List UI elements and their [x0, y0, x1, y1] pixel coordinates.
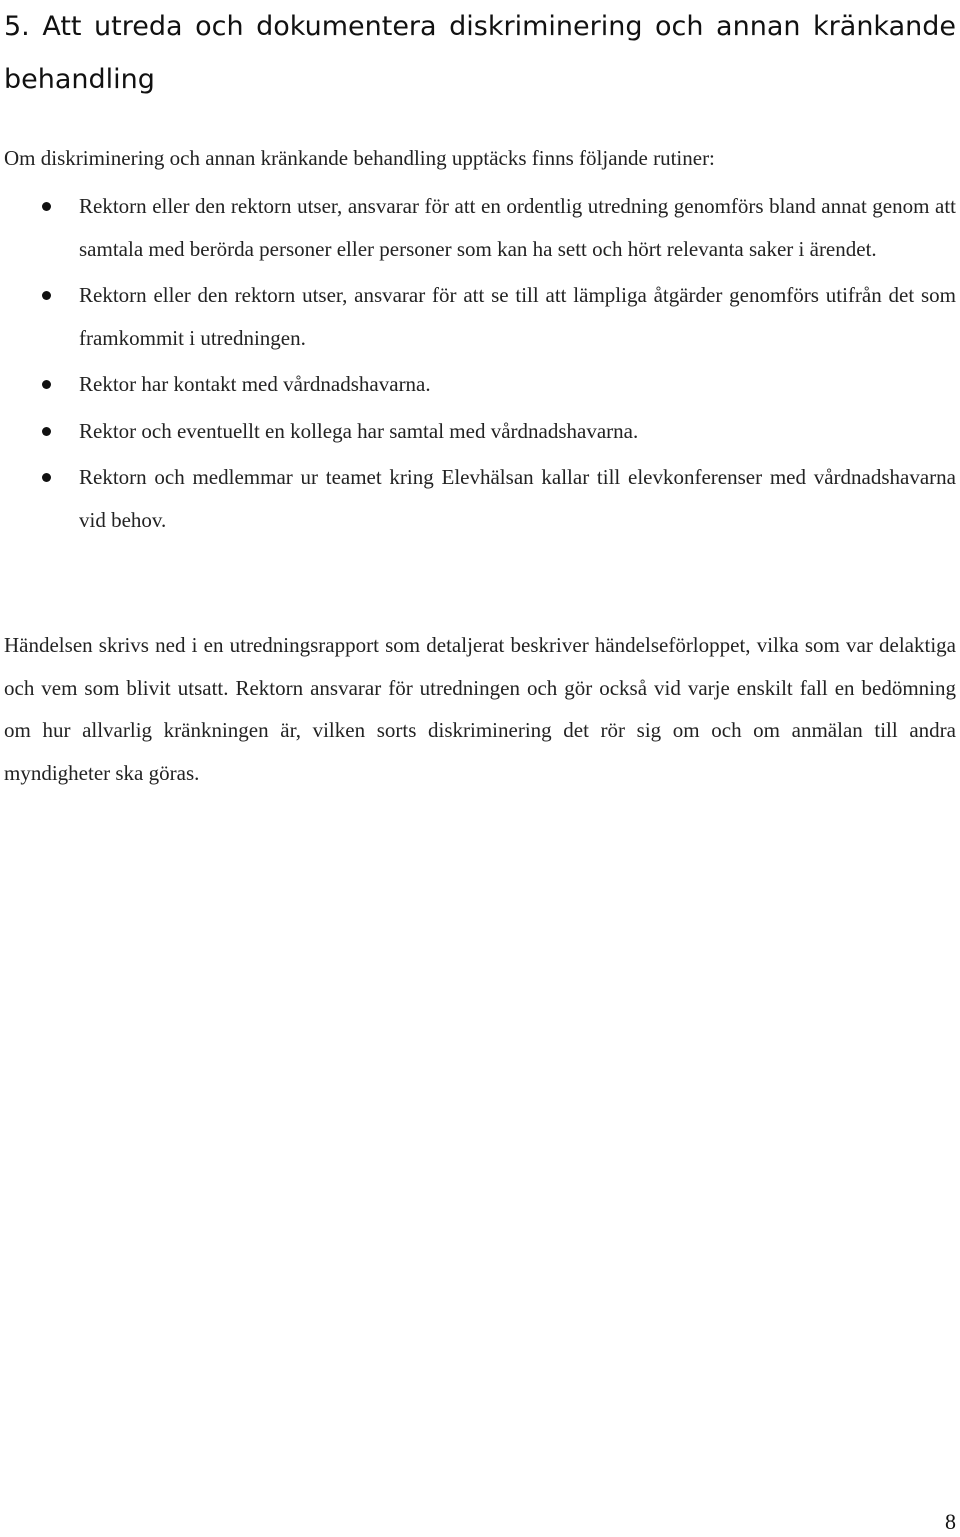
section-heading: 5. Att utreda och dokumentera diskriminering och annan kränkande behandling: [4, 11, 956, 95]
list-item-text: Rektorn eller den rektorn utser, ansvarar för att en ordentlig utredning genomförs bland annat genom att samtala med berörda personer eller personer som kan ha sett och hört relevanta saker i ärendet.: [79, 194, 956, 261]
bullet-icon: [42, 202, 51, 211]
list-item: [0, 185, 960, 270]
list-item: [0, 363, 960, 406]
list-item: [0, 274, 960, 359]
list-item-text: Rektorn eller den rektorn utser, ansvarar för att se till att lämpliga åtgärder genomförs utifrån det som framkommit i utredningen.: [79, 283, 956, 350]
bullet-icon: [42, 427, 51, 436]
page-number: 8: [945, 1509, 956, 1534]
routine-list: [0, 185, 960, 545]
intro-paragraph: Om diskriminering och annan kränkande behandling upptäcks finns följande rutiner:: [4, 146, 715, 170]
list-item-text: Rektor och eventuellt en kollega har samtal med vårdnadshavarna.: [79, 418, 639, 443]
list-item-text: Rektorn och medlemmar ur teamet kring Elevhälsan kallar till elevkonferenser med vårdnadshavarna vid behov.: [79, 465, 956, 532]
bullet-icon: [42, 380, 51, 389]
list-item-text: Rektor har kontakt med vårdnadshavarna.: [79, 372, 431, 396]
bullet-icon: [42, 473, 51, 482]
list-item: [0, 456, 960, 541]
list-item: [0, 410, 960, 453]
summary-paragraph: Händelsen skrivs ned i en utredningsrapport som detaljerat beskriver händelseförloppet, vilka som var delaktiga och vem som blivit utsatt. Rektorn ansvarar för utredningen och gör också vid varje enskilt fall en bedömning om hur allvarlig kränkningen är, vilken sorts diskriminering det rör sig om och om anmälan till andra myndigheter ska göras.: [4, 633, 956, 785]
bullet-icon: [42, 291, 51, 300]
